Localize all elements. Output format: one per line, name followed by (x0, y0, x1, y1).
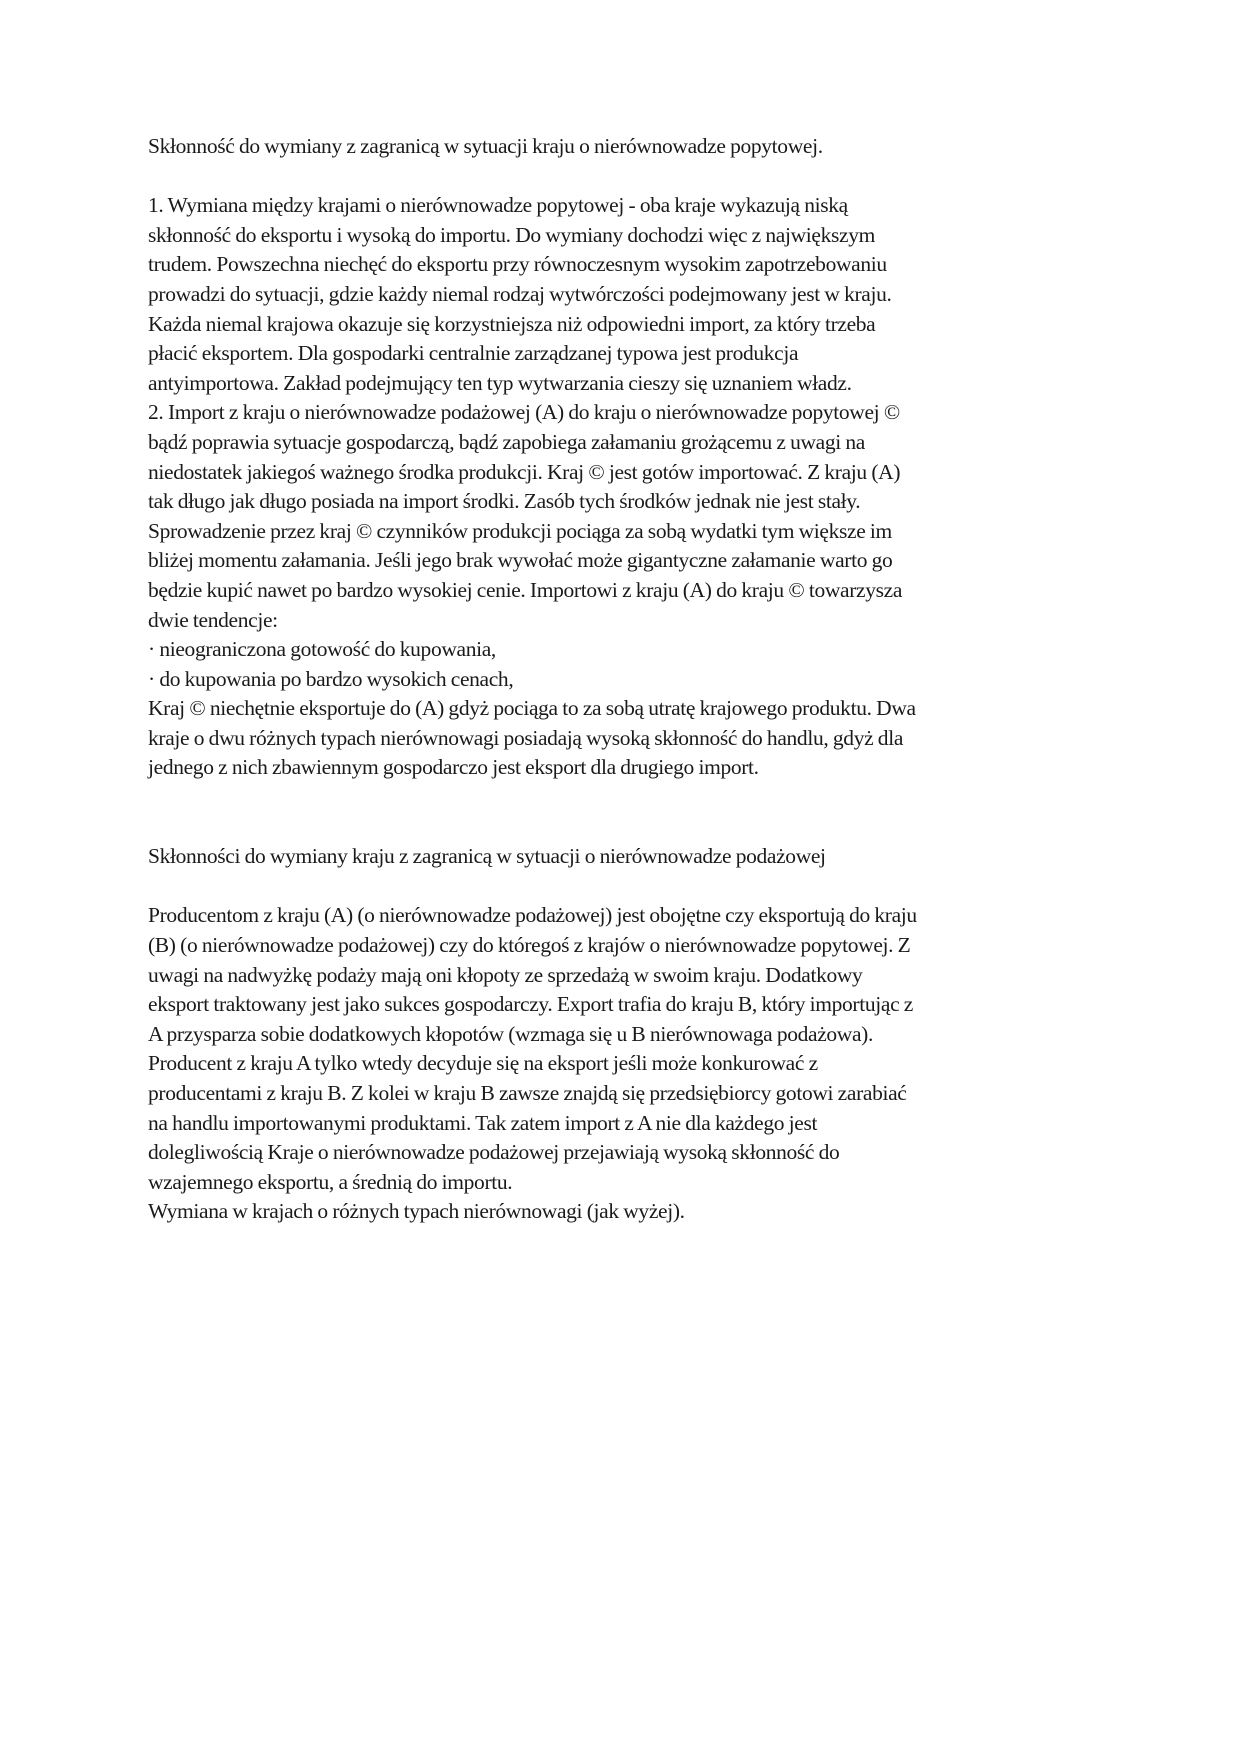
paragraph-point-2 (148, 398, 1108, 635)
text-line: antyimportowa. Zakład podejmujący ten typ wytwarzania cieszy się uznaniem władz. (148, 370, 852, 395)
paragraph-point-1 (148, 191, 1108, 398)
paragraph-closing (148, 694, 1108, 783)
spacer (148, 783, 1108, 842)
text-line: producentami z kraju B. Z kolei w kraju B zawsze znajdą się przedsiębiorcy gotowi zarabiać (148, 1081, 907, 1105)
text-line: (B) (o nierównowadze podażowej) czy do któregoś z krajów o nierównowadze popytowej. Z (148, 933, 911, 958)
text-line: niedostatek jakiegoś ważnego środka produkcji. Kraj © jest gotów importować. Z kraju (A) (148, 459, 901, 484)
text-line: skłonność do eksportu i wysoką do importu. Do wymiany dochodzi więc z największym (148, 222, 875, 247)
text-line: wzajemnego eksportu, a średnią do importu. (148, 1169, 513, 1194)
text-line: Każda niemal krajowa okazuje się korzystniejsza niż odpowiedni import, za który trzeba (148, 311, 876, 336)
text-line: Kraj © niechętnie eksportuje do (A) gdyż pociąga to za sobą utratę krajowego produktu. Dwa (148, 696, 916, 721)
text-line: Producent z kraju A tylko wtedy decyduje się na eksport jeśli może konkurować z (148, 1051, 818, 1076)
text-line: bliżej momentu załamania. Jeśli jego brak wywołać może gigantyczne załamanie warto go (148, 548, 893, 573)
text-line: Wymiana w krajach o różnych typach nierównowagi (jak wyżej). (148, 1199, 685, 1224)
text-line: dolegliwością Kraje o nierównowadze podażowej przejawiają wysoką skłonność do (148, 1140, 840, 1165)
text-line: 2. Import z kraju o nierównowadze podażowej (A) do kraju o nierównowadze popytowej © (148, 400, 900, 425)
text-line: uwagi na nadwyżkę podaży mają oni kłopoty ze sprzedażą w swoim kraju. Dodatkowy (148, 962, 863, 987)
text-line: trudem. Powszechna niechęć do eksportu przy równoczesnym wysokim zapotrzebowaniu (148, 252, 887, 277)
text-line: dwie tendencje: (148, 607, 278, 632)
text-line: płacić eksportem. Dla gospodarki centralnie zarządzanej typowa jest produkcja (148, 341, 799, 366)
section-title: Skłonności do wymiany kraju z zagranicą w sytuacji o nierównowadze podażowej (148, 844, 826, 869)
paragraph-supply-imbalance (148, 901, 1108, 1227)
section-title: Skłonność do wymiany z zagranicą w sytuacji kraju o nierównowadze popytowej. (148, 134, 823, 158)
text-line: kraje o dwu różnych typach nierównowagi posiadają wysoką skłonność do handlu, gdyż dla (148, 725, 904, 750)
text-line: jednego z nich zbawiennym gospodarczo jest eksport dla drugiego import. (148, 755, 759, 780)
text-line: będzie kupić nawet po bardzo wysokiej cenie. Importowi z kraju (A) do kraju © towarzysza (148, 577, 903, 602)
text-line: na handlu importowanymi produktami. Tak zatem import z A nie dla każdego jest (148, 1110, 818, 1135)
spacer (148, 872, 1108, 902)
text-line: 1. Wymiana między krajami o nierównowadze popytowej - oba kraje wykazują niską (148, 193, 848, 218)
spacer (148, 162, 1108, 192)
text-line: prowadzi do sytuacji, gdzie każdy niemal rodzaj wytwórczości podejmowany jest w kraju. (148, 281, 892, 306)
text-line: eksport traktowany jest jako sukces gospodarczy. Export trafia do kraju B, który importując z (148, 992, 913, 1017)
bullet-item: · do kupowania po bardzo wysokich cenach, (148, 666, 514, 691)
bullet-item: · nieograniczona gotowość do kupowania, (148, 637, 496, 662)
text-line: Sprowadzenie przez kraj © czynników produkcji pociąga za sobą wydatki tym większe im (148, 518, 892, 543)
text-line: A przysparza sobie dodatkowych kłopotów (wzmaga się u B nierównowaga podażowa). (148, 1021, 874, 1046)
text-line: Producentom z kraju (A) (o nierównowadze podażowej) jest obojętne czy eksportują do kraju (148, 903, 917, 928)
document-page (148, 132, 1108, 1227)
text-line: bądź poprawia sytuacje gospodarczą, bądź zapobiega załamaniu grożącemu z uwagi na (148, 429, 865, 454)
text-line: tak długo jak długo posiada na import środki. Zasób tych środków jednak nie jest stały. (148, 489, 861, 514)
bullet-list (148, 635, 1108, 694)
